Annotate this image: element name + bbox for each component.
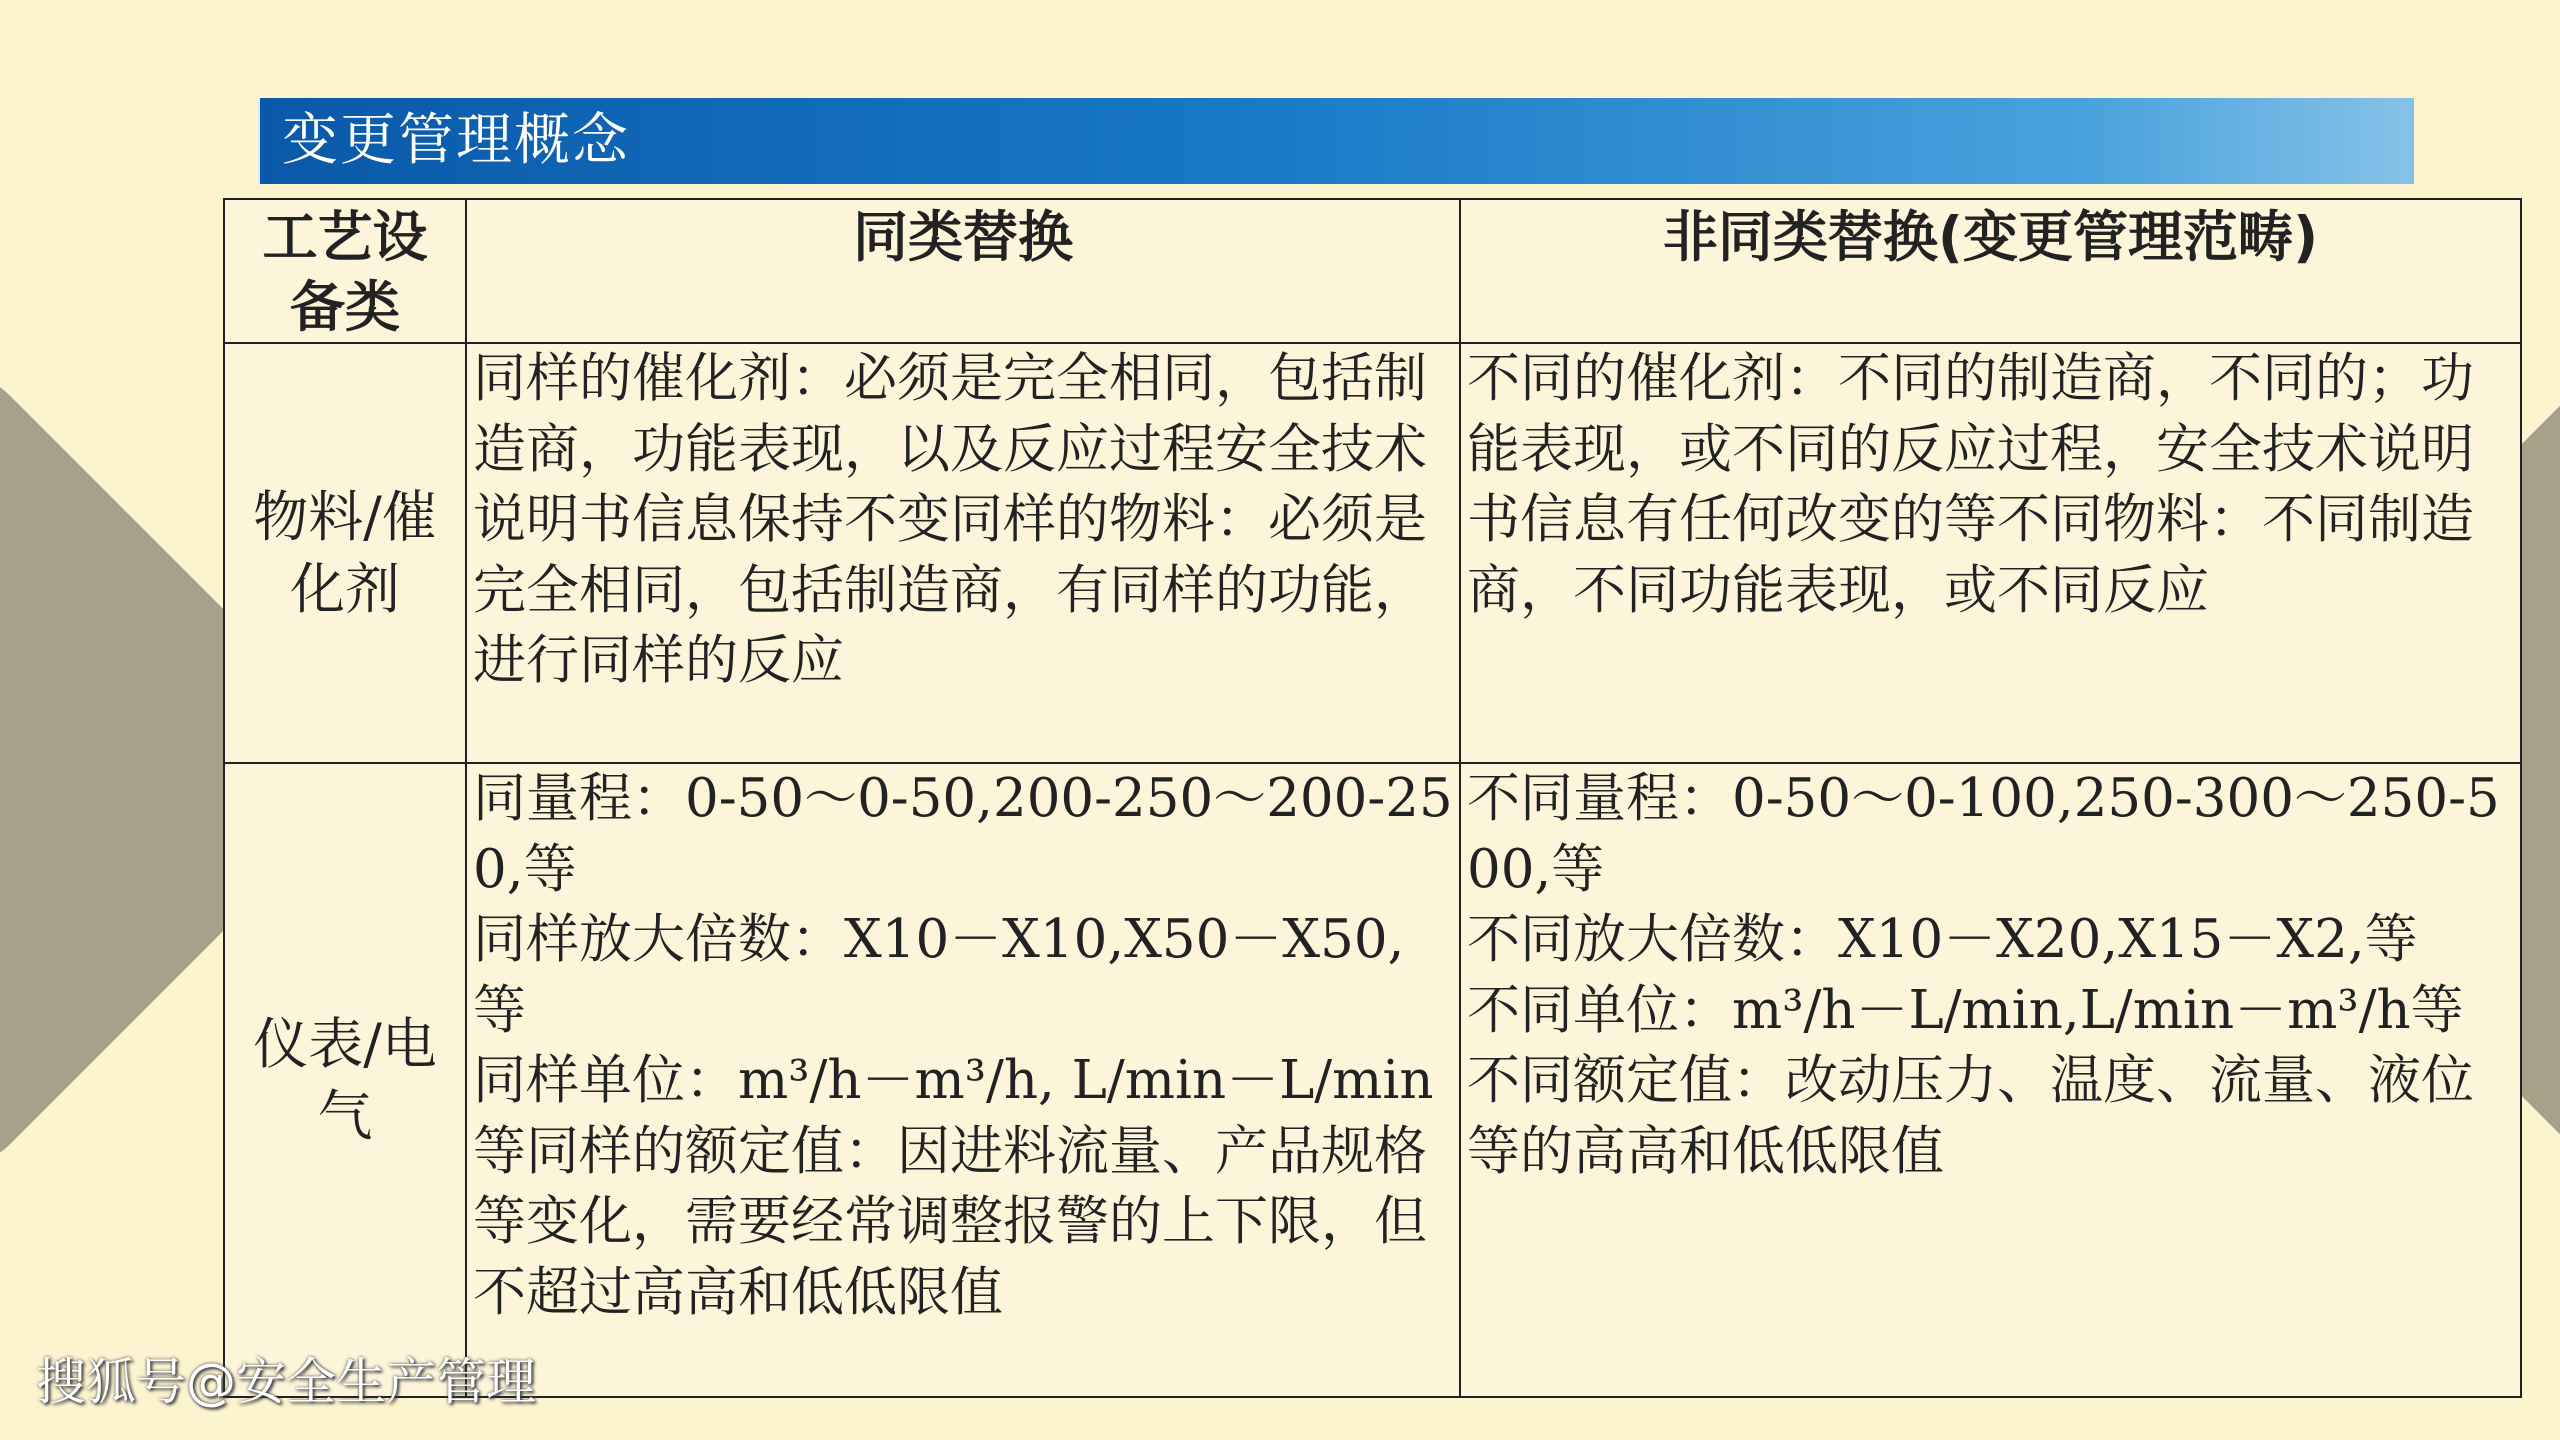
table-row xyxy=(224,763,2521,1397)
comparison-table xyxy=(223,198,2522,1398)
row-category: 物料/催化剂 xyxy=(224,343,466,763)
row-different-text: 不同量程：0-50～0-100,250-300～250-500,等 不同放大倍数：X10－X20,X15－X2,等 不同单位：m³/h－L/min,L/min－m³/h等 不同额定值：改动压力、温度、流量、液位等的高高和低低限值 xyxy=(1460,763,2521,1397)
header-different-replacement: 非同类替换(变更管理范畴) xyxy=(1460,199,2521,343)
row-different-text: 不同的催化剂：不同的制造商，不同的；功能表现，或不同的反应过程，安全技术说明书信息有任何改变的等不同物料：不同制造商，不同功能表现，或不同反应 xyxy=(1460,343,2521,763)
header-category: 工艺设备类 xyxy=(224,199,466,343)
row-same-text: 同量程：0-50～0-50,200-250～200-250,等 同样放大倍数：X10－X10,X50－X50,等 同样单位：m³/h－m³/h, L/min－L/min等同样的额定值：因进料流量、产品规格等变化，需要经常调整报警的上下限，但不超过高高和低低限值 xyxy=(466,763,1460,1397)
row-category: 仪表/电气 xyxy=(224,763,466,1397)
row-same-text: 同样的催化剂：必须是完全相同，包括制造商，功能表现，以及反应过程安全技术说明书信息保持不变同样的物料：必须是完全相同，包括制造商，有同样的功能，进行同样的反应 xyxy=(466,343,1460,763)
table-row xyxy=(224,343,2521,763)
title-banner xyxy=(258,98,2414,184)
page-title: 变更管理概念 xyxy=(282,108,630,173)
table-header-row xyxy=(224,199,2521,343)
watermark-text: 搜狐号@安全生产管理 xyxy=(36,1353,536,1411)
header-same-replacement: 同类替换 xyxy=(466,199,1460,343)
